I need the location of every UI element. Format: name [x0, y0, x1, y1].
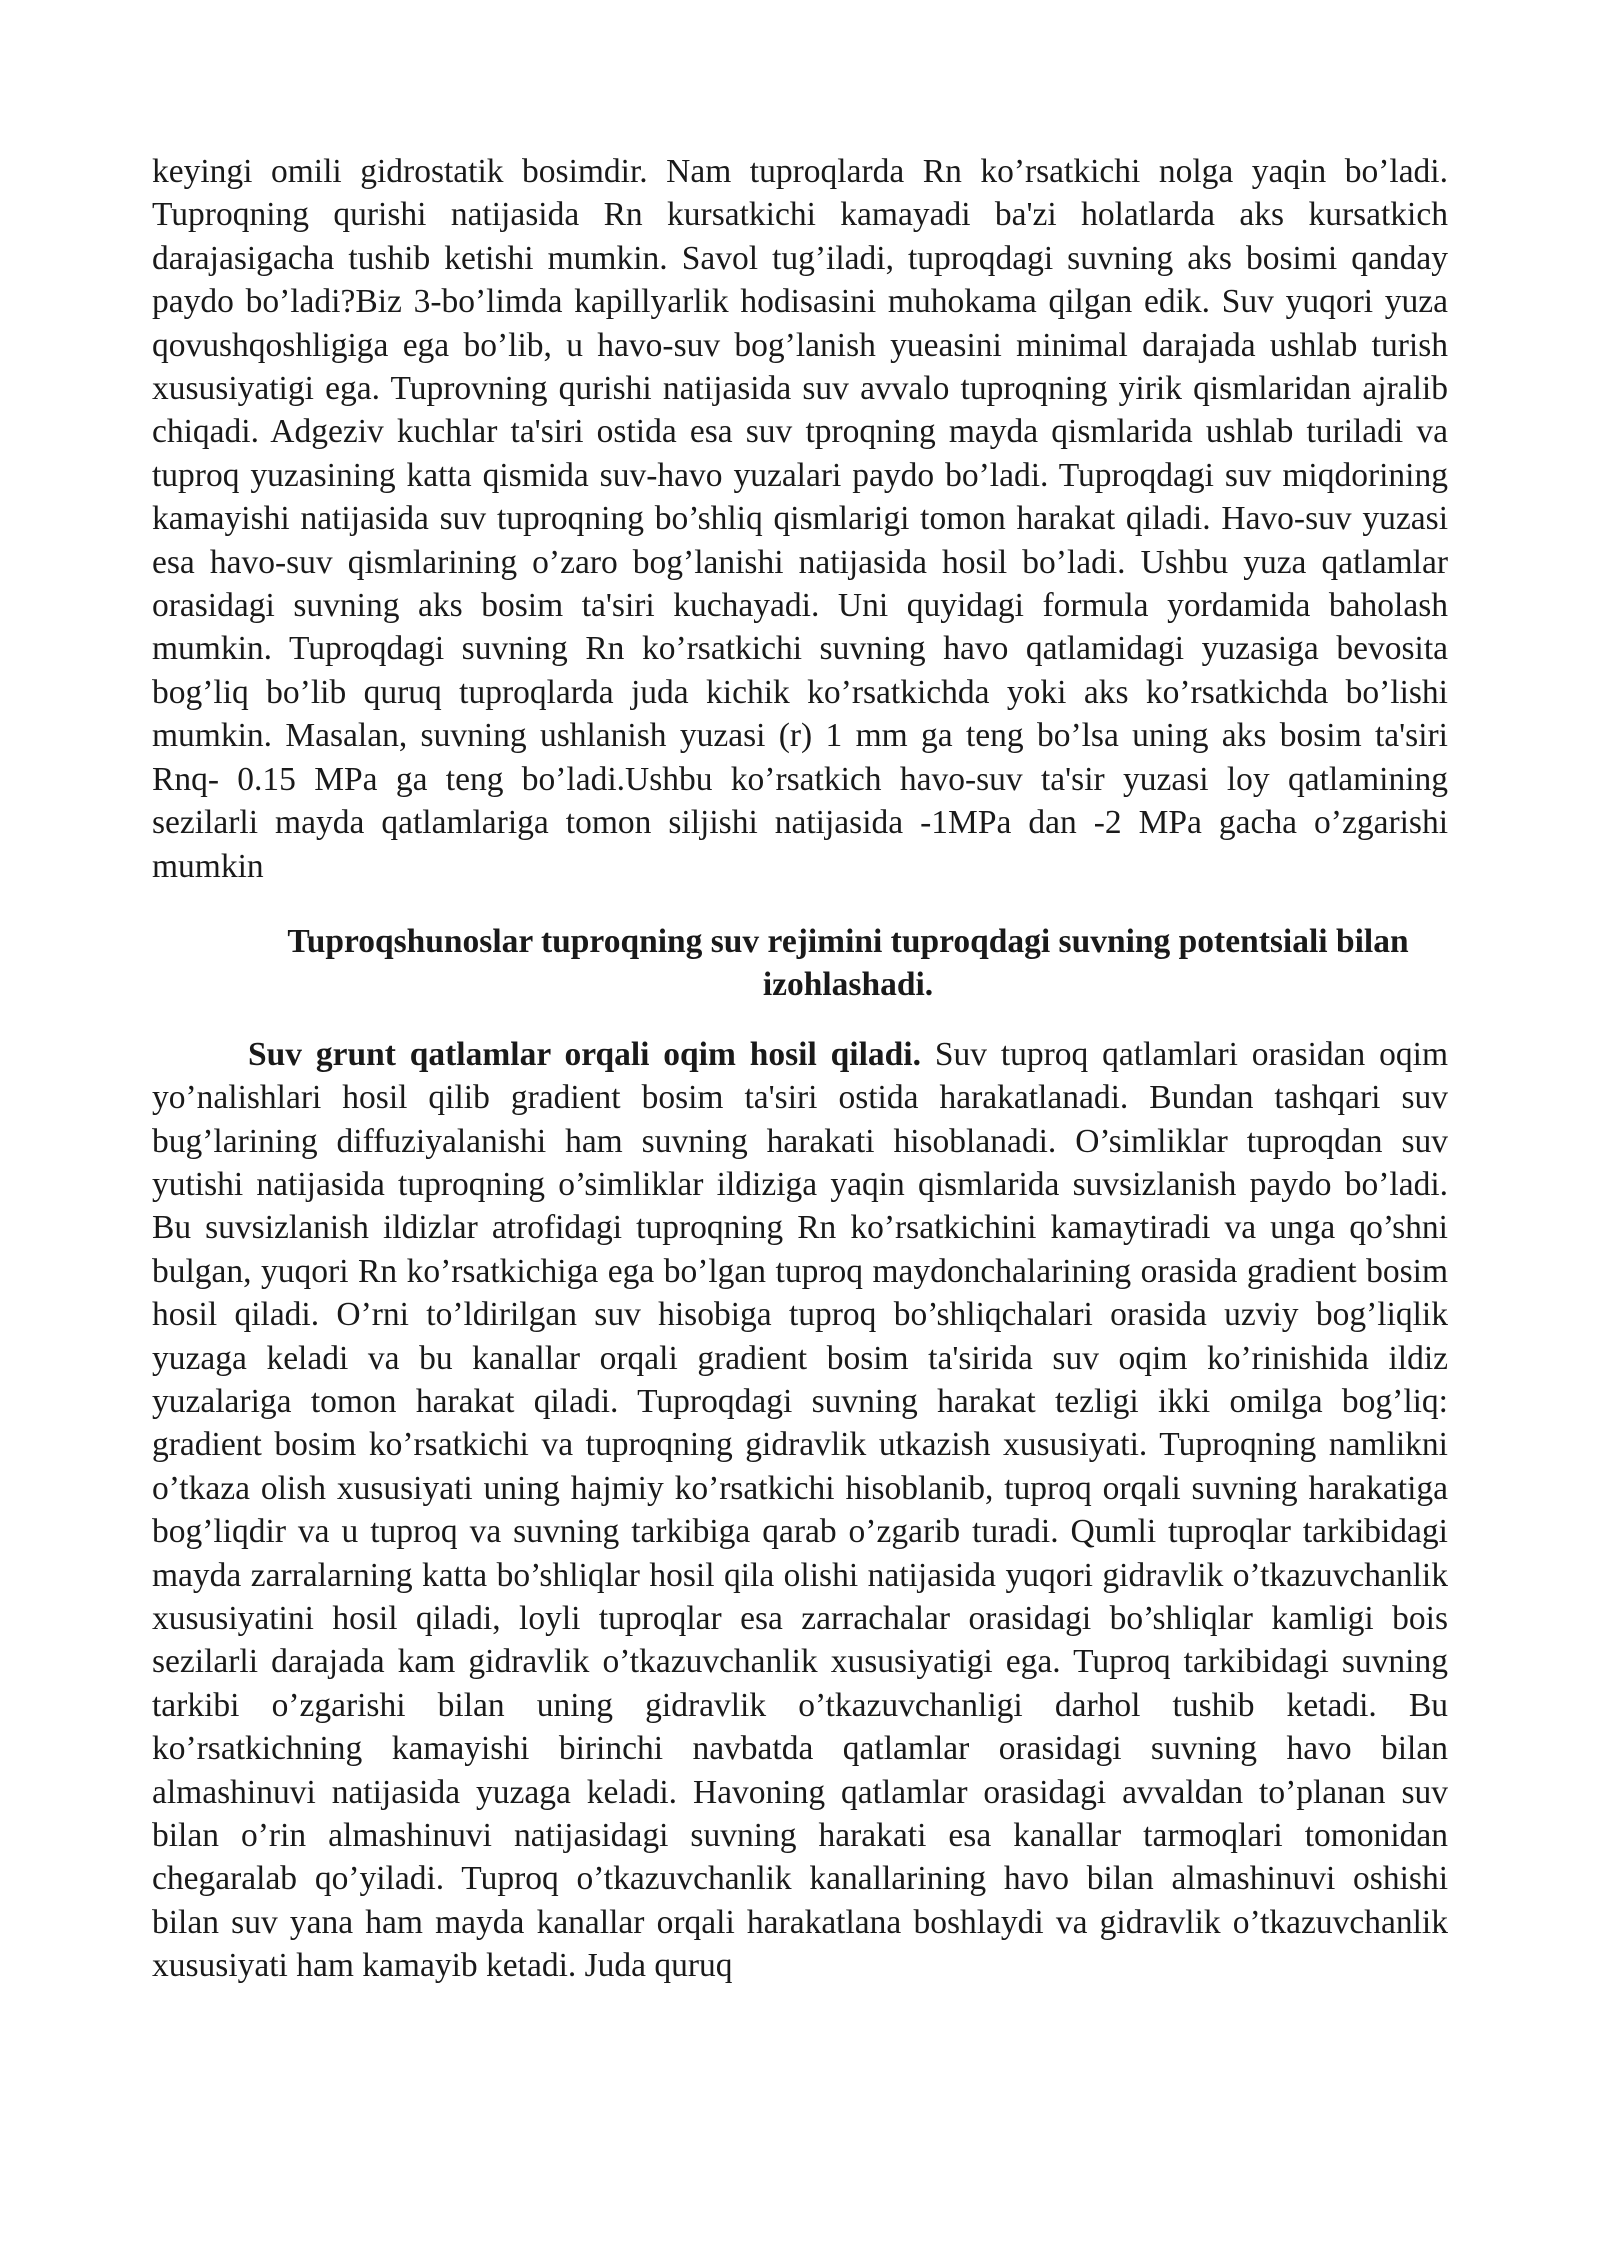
paragraph-body: Suv tuproq qatlamlari orasidan oqim yo’nalishlari hosil qilib gradient bosim ta'siri ostida harakatlanadi. Bundan tashqari suv bug’larining diffuziyalanishi ham suvning harakati hisoblanadi. O’simliklar tuproqdan suv yutishi natijasida tuproqning o’simliklar ildiziga yaqin qismlarida suvsizlanish paydo bo’ladi. Bu suvsizlanish ildizlar atrofidagi tuproqning Rn ko’rsatkichini kamaytiradi va unga qo’shni bulgan, yuqori Rn ko’rsatkichiga ega bo’lgan tuproq maydonchalarining orasida gradient bosim hosil qiladi. O’rni to’ldirilgan suv hisobiga tuproq bo’shliqchalari orasida uzviy bog’liqlik yuzaga keladi va bu kanallar orqali gradient bosim ta'sirida suv oqim ko’rinishida ildiz yuzalariga tomon harakat qiladi. Tuproqdagi suvning harakat tezligi ikki omilga bog’liq: gradient bosim ko’rsatkichi va tuproqning gidravlik utkazish xususiyati. Tuproqning namlikni o’tkaza olish xususiyati uning hajmiy ko’rsatkichi hisoblanib, tuproq orqali suvning harakatiga bog’liqdir va u tuproq va suvning tarkibiga qarab o’zgarib turadi. Qumli tuproqlar tarkibidagi mayda zarralarning katta bo’shliqlar hosil qila olishi natijasida yuqori gidravlik o’tkazuvchanlik xususiyatini hosil qiladi, loyli tuproqlar esa zarrachalar orasidagi bo’shliqlar kamligi bois sezilarli darajada kam gidravlik o’tkazuvchanlik xususiyatigi ega. Tuproq tarkibidagi suvning tarkibi o’zgarishi bilan uning gidravlik o’tkazuvchanligi darhol tushib ketadi. Bu ko’rsatkichning kamayishi birinchi navbatda qatlamlar orasidagi suvning havo bilan almashinuvi natijasida yuzaga keladi. Havoning qatlamlar orasidagi avvaldan to’planan suv bilan o’rin almashinuvi natijasidagi suvning harakati esa kanallar tarmoqlari tomonidan chegaralab qo’yiladi. Tuproq o’tkazuvchanlik kanallarining havo bilan almashinuvi oshishi bilan suv yana ham mayda kanallar orqali harakatlana boshlaydi va gidravlik o’tkazuvchanlik xususiyati ham kamayib ketadi. Juda quruq — [152, 1035, 1448, 1985]
body-paragraph-2 — [152, 1033, 1448, 1988]
paragraph-lead: Suv grunt qatlamlar orqali oqim hosil qiladi. — [248, 1035, 921, 1073]
body-paragraph: keyingi omili gidrostatik bosimdir. Nam tuproqlarda Rn ko’rsatkichi nolga yaqin bo’ladi. Tuproqning qurishi natijasida Rn kursatkichi kamayadi ba'zi holatlarda aks kursatkich darajasigacha tushib ketishi mumkin. Savol tug’iladi, tuproqdagi suvning aks bosimi qanday paydo bo’ladi?Biz 3-bo’limda kapillyarlik hodisasini muhokama qilgan edik. Suv yuqori yuza qovushqoshligiga ega bo’lib, u havo-suv bog’lanish yueasini minimal darajada ushlab turish xususiyatigi ega. Tuprovning qurishi natijasida suv avvalo tuproqning yirik qismlaridan ajralib chiqadi. Adgeziv kuchlar ta'siri ostida esa suv tproqning mayda qismlarida ushlab turiladi va tuproq yuzasining katta qismida suv-havo yuzalari paydo bo’ladi. Tuproqdagi suv miqdorining kamayishi natijasida suv tuproqning bo’shliq qismlarigi tomon harakat qiladi. Havo-suv yuzasi esa havo-suv qismlarining o’zaro bog’lanishi natijasida hosil bo’ladi. Ushbu yuza qatlamlar orasidagi suvning aks bosim ta'siri kuchayadi. Uni quyidagi formula yordamida baholash mumkin. Tuproqdagi suvning Rn ko’rsatkichi suvning havo qatlamidagi yuzasiga bevosita bog’liq bo’lib quruq tuproqlarda juda kichik ko’rsatkichda yoki aks ko’rsatkichda bo’lishi mumkin. Masalan, suvning ushlanish yuzasi (r) 1 mm ga teng bo’lsa uning aks bosim ta'siri Rnq- 0.15 MPa ga teng bo’ladi.Ushbu ko’rsatkich havo-suv ta'sir yuzasi loy qatlamining sezilarli mayda qatlamlariga tomon siljishi natijasida -1MPa dan -2 MPa gacha o’zgarishi mumkin — [152, 153, 1448, 885]
section-heading: Tuproqshunoslar tuproqning suv rejimini tuproqdagi suvning potentsiali bilan izohlashadi. — [287, 922, 1409, 1004]
